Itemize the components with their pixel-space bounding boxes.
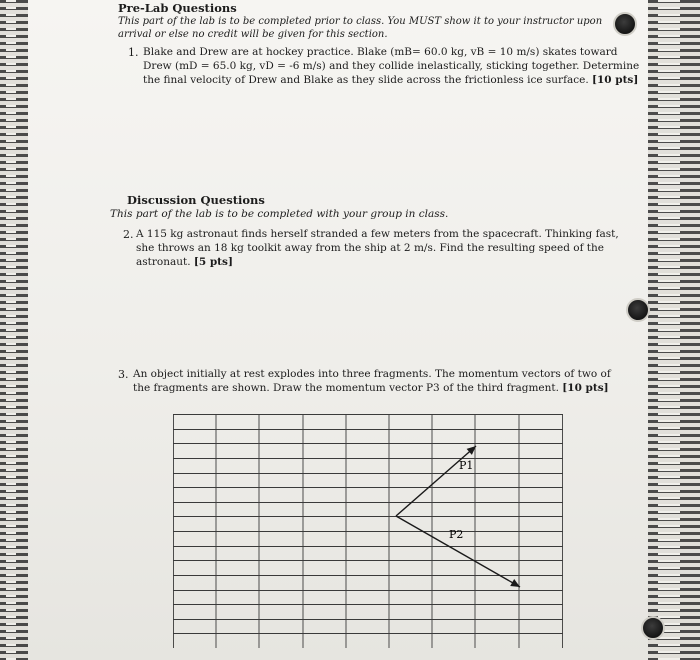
q2-points: [5 pts] bbox=[193, 256, 233, 268]
q2-line2: she throws an 18 kg toolkit away from the ship at 2 m/s. Find the resulting speed of the bbox=[136, 242, 604, 254]
p2-vector bbox=[396, 516, 520, 587]
q2-number: 2. bbox=[123, 228, 134, 241]
punch-hole-top bbox=[613, 12, 637, 36]
q2-line1: A 115 kg astronaut finds herself stranded a few meters from the spacecraft. Thinking fast, bbox=[136, 228, 619, 240]
q3-line2 bbox=[133, 382, 609, 395]
q3-points: [10 pts] bbox=[562, 382, 609, 394]
right-spiral-binding bbox=[648, 0, 700, 660]
prelab-heading: Pre-Lab Questions bbox=[118, 1, 237, 15]
punch-hole-middle bbox=[626, 298, 650, 322]
prelab-instruction-line1: This part of the lab is to be completed prior to class. You MUST show it to your instructor upon bbox=[118, 16, 603, 27]
q1-number: 1. bbox=[128, 46, 139, 59]
p2-label: P2 bbox=[449, 528, 464, 541]
q2-line3 bbox=[136, 256, 233, 269]
left-spiral-binding bbox=[0, 0, 28, 660]
q3-line2-text: the fragments are shown. Draw the momentum vector P3 of the third fragment. bbox=[133, 382, 559, 394]
grid-lines bbox=[173, 414, 563, 648]
momentum-grid bbox=[173, 414, 563, 648]
q2-line3-text: astronaut. bbox=[136, 256, 191, 268]
q1-points: [10 pts] bbox=[592, 74, 639, 86]
p1-label: P1 bbox=[459, 459, 474, 472]
q1-line2: Drew (mD = 65.0 kg, vD = -6 m/s) and they collide inelastically, sticking together. Determine bbox=[143, 60, 640, 72]
q3-line1: An object initially at rest explodes into three fragments. The momentum vectors of two of bbox=[133, 368, 611, 380]
q3-number: 3. bbox=[118, 368, 129, 381]
q1-line3 bbox=[143, 74, 638, 87]
q1-line3-text: the final velocity of Drew and Blake as they slide across the frictionless ice surface. bbox=[143, 74, 589, 86]
prelab-instruction-line2: arrival or else no credit will be given for this section. bbox=[118, 29, 388, 40]
q1-line1: Blake and Drew are at hockey practice. Blake (mB= 60.0 kg, vB = 10 m/s) skates toward bbox=[143, 46, 618, 58]
punch-hole-bottom bbox=[641, 616, 665, 640]
discussion-instruction: This part of the lab is to be completed with your group in class. bbox=[110, 208, 449, 220]
momentum-grid-svg bbox=[173, 414, 563, 648]
p1-vector bbox=[396, 446, 476, 516]
discussion-heading: Discussion Questions bbox=[127, 193, 265, 207]
